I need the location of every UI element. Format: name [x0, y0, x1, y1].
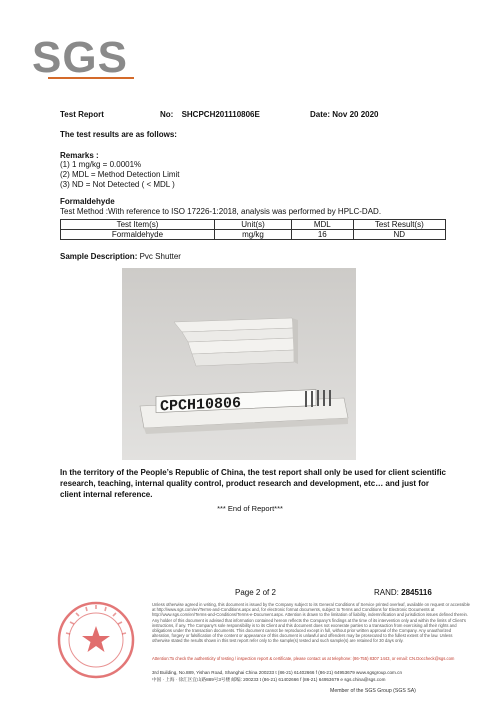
report-no — [160, 110, 260, 119]
sample-label-text: CPCH10806 — [160, 394, 241, 416]
territory-note: In the territory of the People’s Republic of China, the test report shall only be used for client scientific research, teaching, internal quality control, product research and development, etc… and just for client internal reference. — [60, 468, 446, 499]
report-label: Test Report — [60, 110, 104, 119]
report-date — [310, 110, 379, 119]
rand-label: RAND: — [374, 588, 399, 597]
table-cell: 16 — [292, 230, 354, 240]
sample-value: Pvc Shutter — [139, 252, 181, 261]
page-number: Page 2 of 2 — [235, 588, 276, 597]
results-table — [60, 219, 446, 240]
table-cell: Formaldehyde — [61, 230, 215, 240]
end-of-report: *** End of Report*** — [217, 504, 283, 513]
test-method: Test Method :With reference to ISO 17226-1:2018, analysis was performed by HPLC-DAD. — [60, 207, 382, 216]
inspection-seal-stamp — [56, 600, 136, 680]
table-header-cell: Test Result(s) — [353, 220, 445, 230]
sample-photo — [122, 268, 356, 460]
table-header-cell: Test Item(s) — [61, 220, 215, 230]
rand-code — [374, 588, 432, 597]
sample-label: Sample Description: — [60, 252, 138, 261]
rand-value: 2845116 — [401, 588, 432, 597]
member-text: Member of the SGS Group (SGS SA) — [330, 688, 416, 694]
remark-item: (2) MDL = Method Detection Limit — [60, 170, 180, 179]
address-cn: 中国 · 上海 · 徐汇区宜山路889号3号楼 邮编: 200233 t (86-21) 61402666 f (86-21) 64953679 e sgs.china@sgs.com — [152, 677, 386, 682]
remark-item: (3) ND = Not Detected ( < MDL ) — [60, 180, 175, 189]
section-title: Formaldehyde — [60, 197, 115, 206]
table-header-row — [61, 220, 446, 230]
authenticity-attention: Attention:To check the authenticity of testing / inspection report & certificate, please contact us at telephone: (86-755) 8307 1443, or email: CN.Doccheck@sgs.com — [152, 656, 455, 661]
terms-fine-print: Unless otherwise agreed in writing, this document is issued by the Company subject to its General Conditions of Service printed overleaf, available on request or accessible at http://www.sgs.com/en/Terms-and-Conditions.aspx and, for electronic format documents, subject to Terms and Conditions for Electronic Documents at http://www.sgs.com/en/Terms-and-Conditions/Terms-e-Document.aspx. Attention is drawn to the limitation of liability, indemnification and jurisdiction issues defined therein. Any holder of this document is advised that information contained hereon reflects the Company's findings at the time of its intervention only and within the limits of Client's instructions, if any. The Company's sole responsibility is to its Client and this document does not exonerate parties to a transaction from exercising all their rights and obligations under the transaction documents. This document cannot be reproduced except in full, without prior written approval of the Company. Any unauthorized alteration, forgery or falsification of the content or appearance of this document is unlawful and offenders may be prosecuted to the fullest extent of the law. Unless otherwise stated the results shown in this test report refer only to the sample(s) tested and such sample(s) are retained for 30 days only. — [152, 602, 470, 644]
results-intro: The test results are as follows: — [60, 130, 177, 139]
table-header-cell: Unit(s) — [215, 220, 292, 230]
sample-photo-drawing — [122, 268, 356, 460]
table-header-cell: MDL — [292, 220, 354, 230]
sample-description — [60, 252, 181, 262]
table-cell: mg/kg — [215, 230, 292, 240]
sgs-logo — [30, 28, 134, 80]
remarks-title: Remarks : — [60, 151, 99, 160]
report-no-label: No: — [160, 110, 174, 119]
sgs-logo-text: SGS — [32, 33, 128, 80]
table-row — [61, 230, 446, 240]
report-date-label: Date: — [310, 110, 331, 119]
report-date-value: Nov 20 2020 — [332, 110, 379, 119]
table-cell: ND — [353, 230, 445, 240]
remark-item: (1) 1 mg/kg = 0.0001% — [60, 160, 142, 169]
report-no-value: SHCPCH201110806E — [181, 110, 260, 119]
address-en: 3rd Building, No.889, Yishan Road, Shanghai China 200233 t (86-21) 61402666 f (86-21) 64953679 www.sgsgroup.com.cn — [152, 670, 403, 675]
